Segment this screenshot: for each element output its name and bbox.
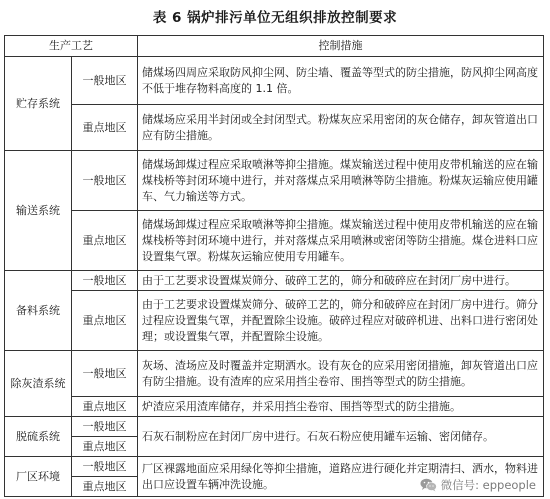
measure-cell: 由于工艺要求设置煤炭筛分、破碎工艺的，筛分和破碎应在封闭厂房中进行。筛分过程应设置集气罩，并配置除尘设施。破碎过程应对破碎机进、出料口进行密闭处理；或设置集气罩，并配置除尘设施。 bbox=[138, 291, 544, 351]
watermark-text: 微信号: eppeople bbox=[440, 478, 536, 492]
area-cell: 一般地区 bbox=[72, 271, 138, 291]
header-measures: 控制措施 bbox=[138, 36, 544, 57]
table-row bbox=[5, 397, 544, 417]
wechat-icon bbox=[420, 478, 437, 492]
table-row bbox=[5, 105, 544, 151]
area-cell: 重点地区 bbox=[72, 477, 138, 497]
table-row bbox=[5, 271, 544, 291]
table-header-row bbox=[5, 36, 544, 57]
system-cell: 厂区环境 bbox=[5, 457, 72, 497]
table-row bbox=[5, 457, 544, 477]
area-cell: 一般地区 bbox=[72, 351, 138, 397]
measure-cell: 石灰石制粉应在封闭厂房中进行。石灰石粉应使用罐车运输、密闭储存。 bbox=[138, 417, 544, 457]
header-process: 生产工艺 bbox=[5, 36, 138, 57]
table-row bbox=[5, 151, 544, 211]
measure-cell: 炉渣应采用渣库储存，并采用挡尘卷帘、围挡等型式的防尘措施。 bbox=[138, 397, 544, 417]
area-cell: 一般地区 bbox=[72, 57, 138, 105]
measure-cell: 储煤场卸煤过程应采取喷淋等抑尘措施。煤炭输送过程中使用皮带机输送的应在输煤栈桥等封闭环境中进行，并对落煤点采用喷淋等防尘措施。粉煤灰运输应使用罐车、气力输送等方式。 bbox=[138, 151, 544, 211]
measure-cell: 储煤场四周应采取防风抑尘网、防尘墙、覆盖等型式的防尘措施，防风抑尘网高度不低于堆存物料高度的 1.1 倍。 bbox=[138, 57, 544, 105]
measure-cell: 厂区裸露地面应采用绿化等抑尘措施，道路应进行硬化并定期清扫、洒水，物料进出口应设置车辆冲洗设施。 bbox=[138, 457, 544, 497]
system-cell: 除灰渣系统 bbox=[5, 351, 72, 417]
system-cell: 输送系统 bbox=[5, 151, 72, 271]
table-row bbox=[5, 291, 544, 351]
area-cell: 一般地区 bbox=[72, 151, 138, 211]
table-title: 表 6 锅炉排污单位无组织排放控制要求 bbox=[152, 10, 398, 26]
system-cell: 备料系统 bbox=[5, 271, 72, 351]
measure-cell: 储煤场应采用半封闭或全封闭型式。粉煤灰应采用密闭的灰仓储存，卸灰管道出口应有防尘措施。 bbox=[138, 105, 544, 151]
table-row bbox=[5, 351, 544, 397]
area-cell: 重点地区 bbox=[72, 437, 138, 457]
area-cell: 重点地区 bbox=[72, 397, 138, 417]
measure-cell: 储煤场卸煤过程应采取喷淋等抑尘措施。煤炭输送过程中使用皮带机输送的应在输煤栈桥等封闭环境中进行，并对落煤点采用喷淋或密闭等防尘措施。煤仓进料口应设置集气罩。粉煤灰运输应使用专用罐车。 bbox=[138, 211, 544, 271]
area-cell: 重点地区 bbox=[72, 211, 138, 271]
measure-cell: 灰场、渣场应及时覆盖并定期洒水。设有灰仓的应采用密闭措施，卸灰管道出口应有防尘措施。设有渣库的应采用挡尘卷帘、围挡等型式的防尘措施。 bbox=[138, 351, 544, 397]
table-row bbox=[5, 57, 544, 105]
area-cell: 重点地区 bbox=[72, 105, 138, 151]
table-row bbox=[5, 417, 544, 437]
measure-cell: 由于工艺要求设置煤炭筛分、破碎工艺的，筛分和破碎应在封闭厂房中进行。 bbox=[138, 271, 544, 291]
area-cell: 重点地区 bbox=[72, 291, 138, 351]
control-requirements-table bbox=[4, 35, 544, 497]
table-row bbox=[5, 211, 544, 271]
wechat-watermark bbox=[418, 477, 538, 493]
system-cell: 贮存系统 bbox=[5, 57, 72, 151]
area-cell: 一般地区 bbox=[72, 417, 138, 437]
area-cell: 一般地区 bbox=[72, 457, 138, 477]
system-cell: 脱硫系统 bbox=[5, 417, 72, 457]
